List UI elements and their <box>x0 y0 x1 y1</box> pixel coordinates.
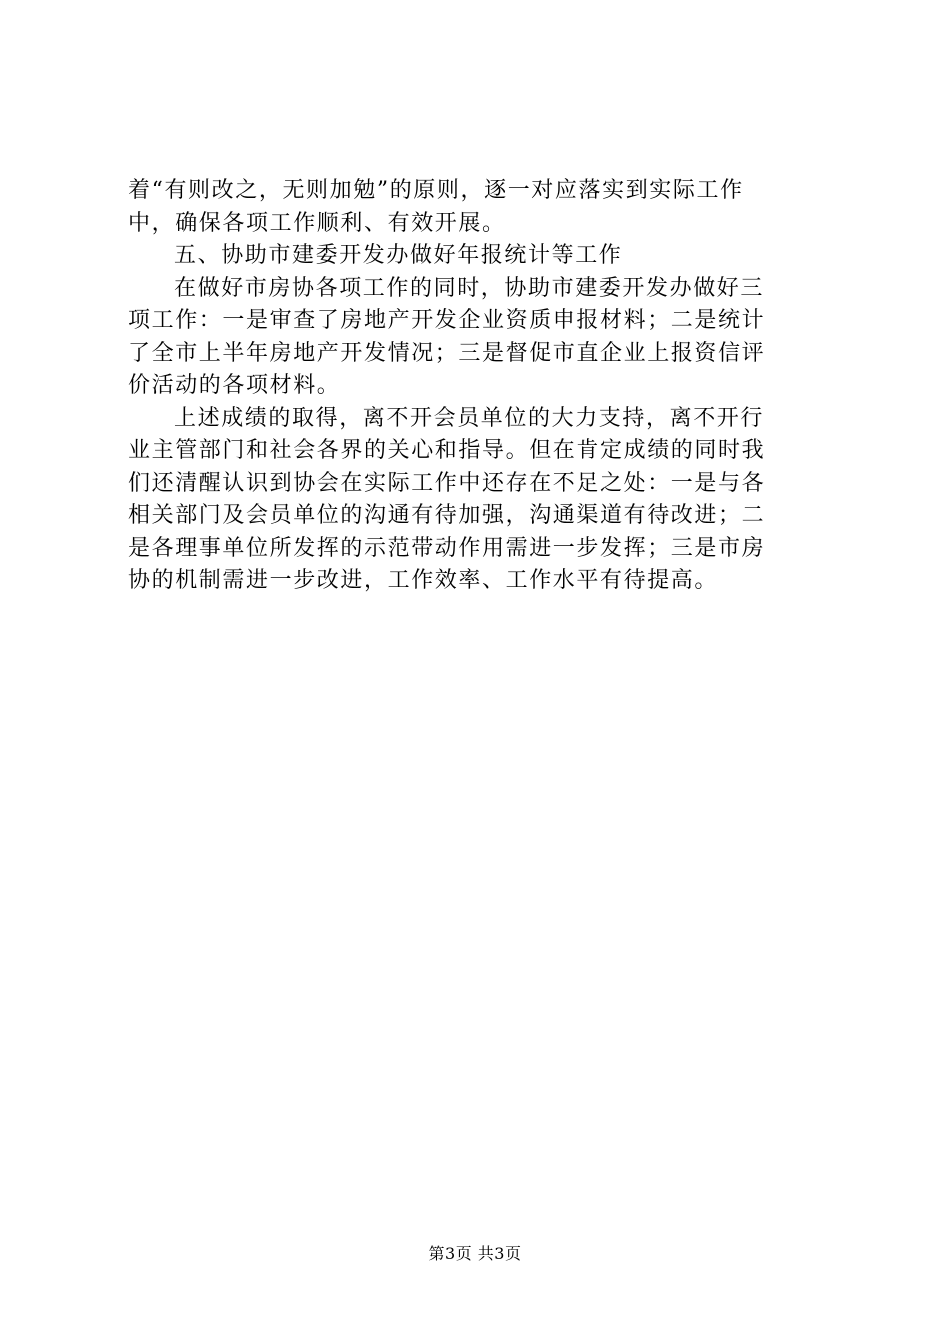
section-heading: 五、协助市建委开发办做好年报统计等工作 <box>174 243 623 268</box>
text-line: 着“有则改之，无则加勉”的原则，逐一对应落实到实际工作 <box>128 178 744 203</box>
text-line: 协的机制需进一步改进，工作效率、工作水平有待提高。 <box>128 568 719 593</box>
text-line: 上述成绩的取得，离不开会员单位的大力支持，离不开行 <box>174 405 765 431</box>
text-line: 了全市上半年房地产开发情况；三是督促市直企业上报资信评 <box>128 340 766 366</box>
document-body <box>128 175 833 598</box>
page-number: 第3页 共3页 <box>428 1244 522 1263</box>
text-line: 们还清醒认识到协会在实际工作中还存在不足之处：一是与各 <box>128 470 766 496</box>
text-line: 业主管部门和社会各界的关心和指导。但在肯定成绩的同时我 <box>128 438 766 463</box>
page-footer <box>0 1243 950 1265</box>
text-line: 是各理事单位所发挥的示范带动作用需进一步发挥；三是市房 <box>128 535 766 561</box>
text-line: 在做好市房协各项工作的同时，协助市建委开发办做好三 <box>174 275 765 301</box>
text-line: 相关部门及会员单位的沟通有待加强，沟通渠道有待改进；二 <box>128 503 766 528</box>
text-line: 中，确保各项工作顺利、有效开展。 <box>128 210 506 236</box>
text-line: 价活动的各项材料。 <box>128 373 341 398</box>
text-line: 项工作：一是审查了房地产开发企业资质申报材料；二是统计 <box>128 308 766 333</box>
